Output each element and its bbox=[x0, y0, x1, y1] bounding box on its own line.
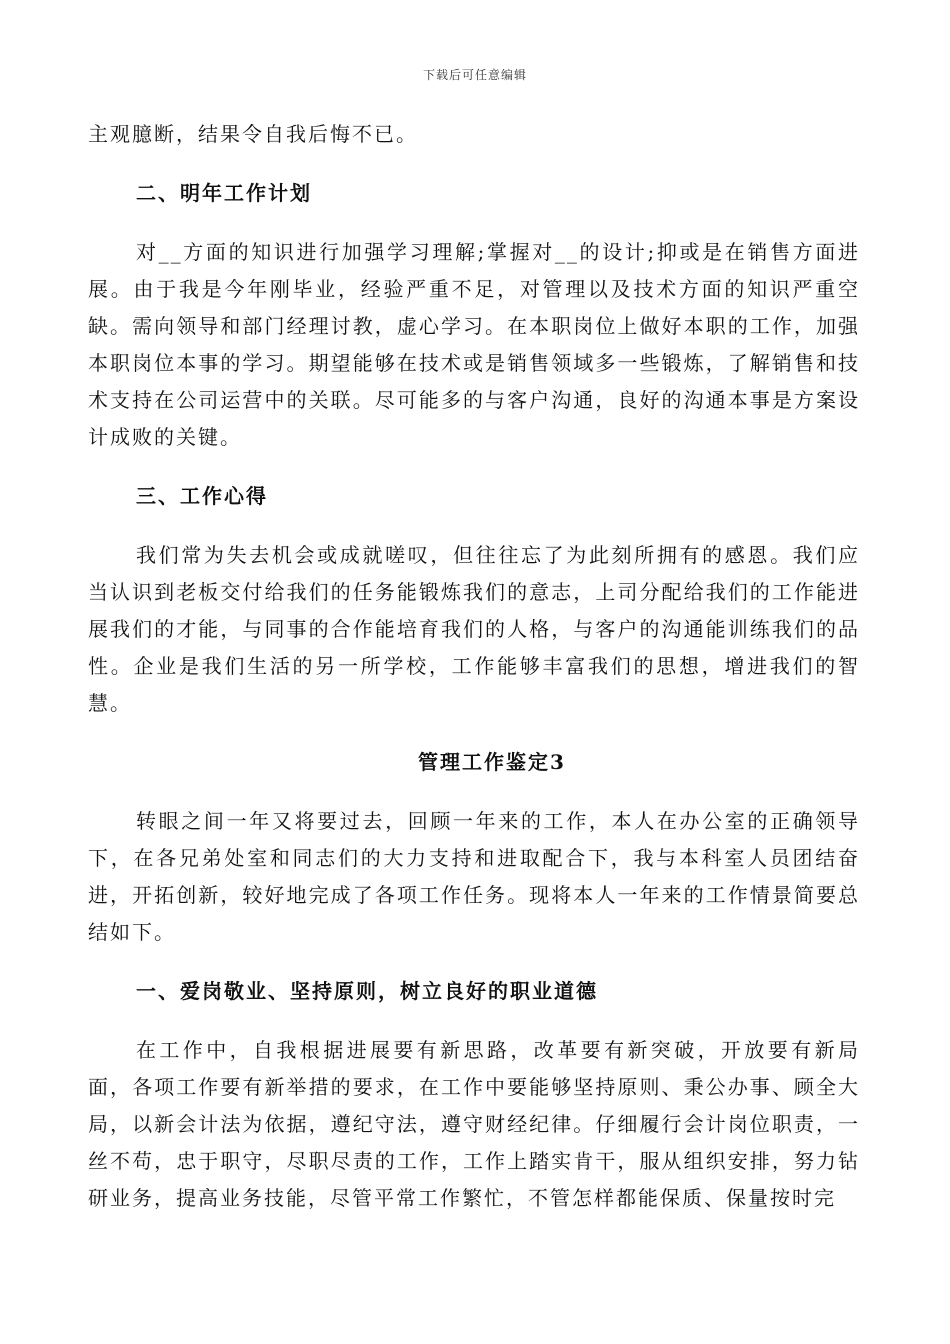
paragraph-plan: 对__方面的知识进行加强学习理解;掌握对__的设计;抑或是在销售方面进展。由于我是今年刚毕业，经验严重不足，对管理以及技术方面的知识严重空缺。需向领导和部门经理讨教，虚心学习。在本职岗位上做好本职的工作，加强本职岗位本事的学习。期望能够在技术或是销售领域多一些锻炼，了解销售和技术支持在公司运营中的关联。尽可能多的与客户沟通，良好的沟通本事是方案设计成败的关键。 bbox=[88, 240, 860, 449]
section-heading-insights: 三、工作心得 bbox=[136, 484, 268, 508]
paragraph-intro: 转眼之间一年又将要过去，回顾一年来的工作，本人在办公室的正确领导下，在各兄弟处室和同志们的大力支持和进取配合下，我与本科室人员团结奋进，开拓创新，较好地完成了各项工作任务。现将本人一年来的工作情景简要总结如下。 bbox=[88, 809, 860, 944]
paragraph-ethics: 在工作中，自我根据进展要有新思路，改革要有新突破，开放要有新局面，各项工作要有新举措的要求，在工作中要能够坚持原则、秉公办事、顾全大局，以新会计法为依据，遵纪守法，遵守财经纪律。仔细履行会计岗位职责，一丝不苟，忠于职守，尽职尽责的工作，工作上踏实肯干，服从组织安排，努力钻研业务，提高业务技能，尽管平常工作繁忙，不管怎样都能保质、保量按时完 bbox=[88, 1038, 860, 1210]
page-header: 下载后可任意编辑 bbox=[422, 68, 527, 82]
paragraph-continued: 主观臆断，结果令自我后悔不已。 bbox=[88, 122, 418, 146]
section-heading-plan: 二、明年工作计划 bbox=[136, 181, 312, 205]
document-body bbox=[88, 116, 860, 1217]
document-title: 管理工作鉴定3 bbox=[418, 750, 566, 774]
paragraph-insights: 我们常为失去机会或成就嗟叹，但往往忘了为此刻所拥有的感恩。我们应当认识到老板交付给我们的任务能锻炼我们的意志，上司分配给我们的工作能进展我们的才能，与同事的合作能培育我们的人格，与客户的沟通能训练我们的品性。企业是我们生活的另一所学校，工作能够丰富我们的思想，增进我们的智慧。 bbox=[88, 543, 860, 715]
section-heading-ethics: 一、爱岗敬业、坚持原则，树立良好的职业道德 bbox=[136, 979, 598, 1003]
